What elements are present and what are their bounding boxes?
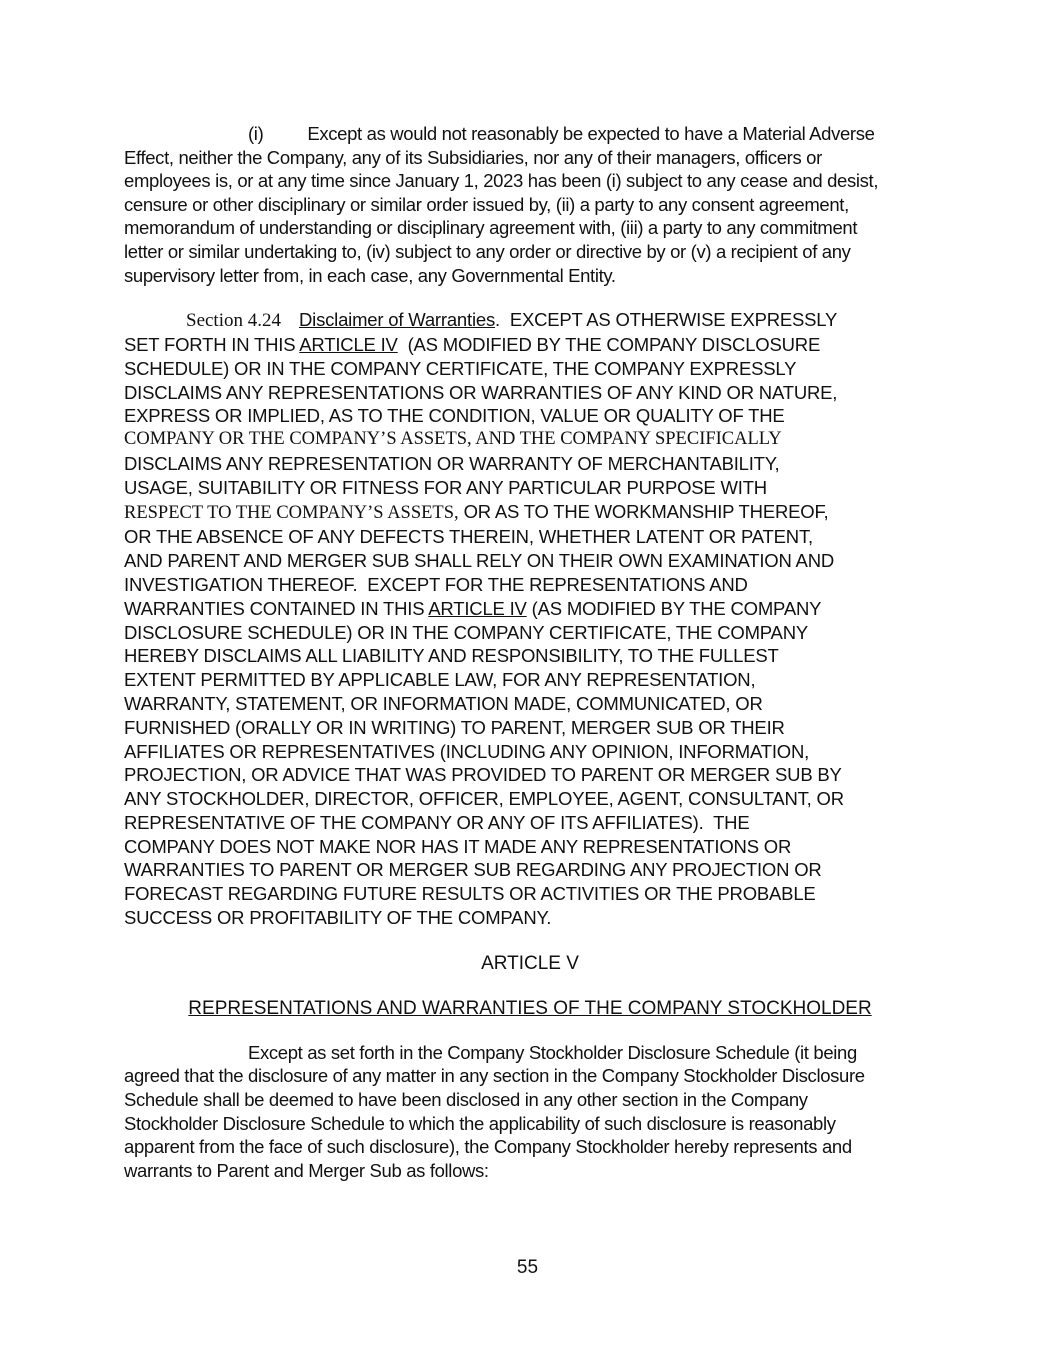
article-v-title: REPRESENTATIONS AND WARRANTIES OF THE COMPANY STOCKHOLDER: [188, 997, 872, 1019]
section-line: FURNISHED (ORALLY OR IN WRITING) TO PARENT, MERGER SUB OR THEIR: [124, 716, 785, 738]
section-heading: Disclaimer of Warranties: [299, 309, 495, 331]
clause-i-line: employees is, or at any time since January 1, 2023 has been (i) subject to any cease and desist,: [124, 170, 879, 192]
section-line: PROJECTION, OR ADVICE THAT WAS PROVIDED TO PARENT OR MERGER SUB BY: [124, 764, 842, 786]
intro-line: apparent from the face of such disclosure), the Company Stockholder hereby represents and: [124, 1136, 852, 1158]
clause-i-paragraph: [124, 122, 936, 287]
intro-line: warrants to Parent and Merger Sub as follows:: [124, 1159, 489, 1181]
section-line: (AS MODIFIED BY THE COMPANY: [526, 597, 822, 619]
clause-i-line: Effect, neither the Company, any of its Subsidiaries, nor any of their managers, officers or: [124, 146, 822, 168]
clause-i-line: Except as would not reasonably be expected to have a Material Adverse: [307, 123, 875, 144]
page-number: 55: [516, 1257, 539, 1278]
section-line: WARRANTIES CONTAINED IN THIS: [124, 597, 429, 619]
intro-paragraph: [124, 1041, 936, 1183]
section-line: COMPANY DOES NOT MAKE NOR HAS IT MADE ANY REPRESENTATIONS OR: [124, 835, 792, 857]
section-line: AND PARENT AND MERGER SUB SHALL RELY ON THEIR OWN EXAMINATION AND: [124, 550, 835, 572]
section-line: EXTENT PERMITTED BY APPLICABLE LAW, FOR ANY REPRESENTATION,: [124, 669, 756, 691]
clause-i-number: (i): [248, 123, 264, 144]
section-line: INVESTIGATION THEREOF. EXCEPT FOR THE REPRESENTATIONS AND: [124, 573, 748, 595]
section-line: RESPECT TO THE COMPANY’S ASSETS,: [124, 502, 459, 523]
section-line: USAGE, SUITABILITY OR FITNESS FOR ANY PARTICULAR PURPOSE WITH: [124, 476, 767, 498]
section-4-24: [124, 308, 936, 930]
article-v-label: ARTICLE V: [481, 952, 579, 974]
clause-i-line: supervisory letter from, in each case, any Governmental Entity.: [124, 264, 616, 286]
clause-i-line: memorandum of understanding or disciplinary agreement with, (iii) a party to any commitment: [124, 217, 858, 239]
document-page: [124, 122, 936, 1182]
section-line: OR AS TO THE WORKMANSHIP THEREOF,: [458, 500, 829, 522]
section-line: EXPRESS OR IMPLIED, AS TO THE CONDITION, VALUE OR QUALITY OF THE: [124, 405, 785, 427]
article-iv-reference: ARTICLE IV: [428, 597, 527, 619]
intro-line: Schedule shall be deemed to have been disclosed in any other section in the Company: [124, 1089, 808, 1111]
section-line: WARRANTIES TO PARENT OR MERGER SUB REGARDING ANY PROJECTION OR: [124, 859, 822, 881]
heading-period: .: [495, 309, 500, 331]
clause-i-line: censure or other disciplinary or similar order issued by, (ii) a party to any consent agreement,: [124, 193, 849, 215]
article-iv-reference: ARTICLE IV: [299, 333, 398, 355]
intro-line: agreed that the disclosure of any matter in any section in the Company Stockholder Disclosure: [124, 1065, 865, 1087]
section-line: DISCLAIMS ANY REPRESENTATIONS OR WARRANTIES OF ANY KIND OR NATURE,: [124, 381, 838, 403]
section-line: SUCCESS OR PROFITABILITY OF THE COMPANY.: [124, 907, 552, 929]
section-line: EXCEPT AS OTHERWISE EXPRESSLY: [509, 309, 838, 331]
section-number: Section 4.24: [186, 310, 281, 332]
section-line: AFFILIATES OR REPRESENTATIVES (INCLUDING ANY OPINION, INFORMATION,: [124, 740, 810, 762]
section-line: OR THE ABSENCE OF ANY DEFECTS THEREIN, WHETHER LATENT OR PATENT,: [124, 526, 813, 548]
section-line: HEREBY DISCLAIMS ALL LIABILITY AND RESPONSIBILITY, TO THE FULLEST: [124, 645, 779, 667]
section-line: (AS MODIFIED BY THE COMPANY DISCLOSURE: [397, 333, 821, 355]
section-line: SCHEDULE) OR IN THE COMPANY CERTIFICATE, THE COMPANY EXPRESSLY: [124, 357, 797, 379]
section-line: ANY STOCKHOLDER, DIRECTOR, OFFICER, EMPLOYEE, AGENT, CONSULTANT, OR: [124, 788, 844, 810]
section-line: DISCLAIMS ANY REPRESENTATION OR WARRANTY OF MERCHANTABILITY,: [124, 452, 780, 474]
section-line: SET FORTH IN THIS: [124, 333, 300, 355]
intro-line: Stockholder Disclosure Schedule to which the applicability of such disclosure is reasonably: [124, 1112, 836, 1134]
section-line: REPRESENTATIVE OF THE COMPANY OR ANY OF ITS AFFILIATES). THE: [124, 811, 750, 833]
clause-i-line: letter or similar undertaking to, (iv) subject to any order or directive by or (v) a recipient of any: [124, 240, 851, 262]
section-line: FORECAST REGARDING FUTURE RESULTS OR ACTIVITIES OR THE PROBABLE: [124, 883, 816, 905]
section-line: WARRANTY, STATEMENT, OR INFORMATION MADE, COMMUNICATED, OR: [124, 692, 763, 714]
intro-line: Except as set forth in the Company Stockholder Disclosure Schedule (it being: [248, 1041, 857, 1063]
section-line: DISCLOSURE SCHEDULE) OR IN THE COMPANY CERTIFICATE, THE COMPANY: [124, 621, 808, 643]
section-line: COMPANY OR THE COMPANY’S ASSETS, AND THE COMPANY SPECIFICALLY: [124, 429, 782, 450]
